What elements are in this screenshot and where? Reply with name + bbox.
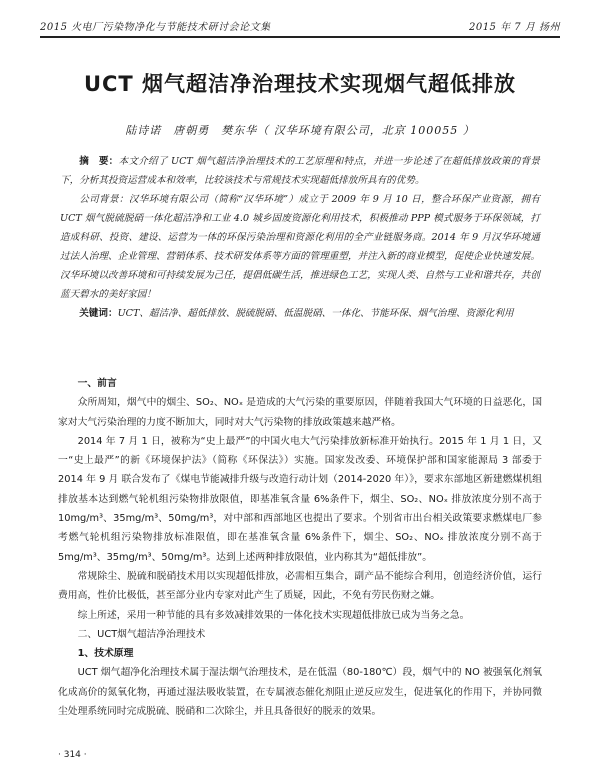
keywords-text: UCT、超洁净、超低排放、脱硫脱硝、低温脱硝、一体化、节能环保、烟气治理、资源化利用	[117, 308, 514, 319]
keywords-paragraph	[60, 304, 540, 323]
company-background: 公司背景：汉华环境有限公司（简称“汉华环境”）成立于 2009 年 9 月 10 日，整合环保产业资源，拥有 UCT 烟气脱硫脱硝一体化超洁净和工业 4.0 城乡固废资源化利用技术，积极推动 PPP 模式服务于环保领域，打造成科研、投资、建设、运营为一体的环保污染治理和资源化利用的全产业链服务商。2014 年 9 月汉华环境通过法人治理、企业管理、营销体系、技术研发体系等方面的管理重塑，并注入新的商业模型，促使企业快速发展。汉华环境以改善环境和可持续发展为己任，提倡低碳生活，推进绿色工艺，实现人类、自然与工业和谐共存，共创蓝天碧水的美好家园！	[60, 194, 540, 300]
page-number: · 314 ·	[58, 750, 87, 760]
abstract-text: 本文介绍了 UCT 烟气超洁净治理技术的工艺原理和特点，并进一步论述了在超低排放政策的背景下，分析其投资运营成本和效率，比较该技术与常规技术实现超低排放所具有的优势。	[60, 156, 540, 186]
paragraph-3: 常规除尘、脱硫和脱硝技术用以实现超低排放，必需相互集合，副产品不能综合利用，创造经济价值，运行费用高，性价比极低，甚至部分业内专家对此产生了质疑，因此，不免有劳民伤财之嫌。	[58, 570, 542, 602]
section-heading-intro: 一、前言	[77, 378, 117, 389]
subsection-heading-principle: 1、技术原理	[77, 648, 134, 660]
header-rule	[40, 37, 560, 38]
body-text	[58, 374, 542, 721]
paragraph-4: 综上所述，采用一种节能的具有多效减排效果的一体化技术实现超低排放已成为当务之急。	[77, 609, 470, 621]
abstract-block	[60, 152, 540, 323]
paper-title: UCT 烟气超洁净治理技术实现烟气超低排放	[83, 72, 517, 96]
paragraph-1: 众所周知，烟气中的烟尘、SO₂、NOₓ 是造成的大气污染的重要原因，伴随着我国大气环境的日益恶化，国家对大气污染治理的力度不断加大，同时对大气污染物的排放政策越来越严格。	[58, 397, 542, 428]
section-heading-uct: 二、UCT烟气超洁净治理技术	[77, 628, 206, 640]
abstract-paragraph	[60, 152, 540, 190]
paragraph-2: 2014 年 7 月 1 日，被称为“史上最严”的中国火电大气污染排放新标准开始执行。2015 年 1 月 1 日，又一“史上最严”的新《环境保护法》（简称《环保法》）实施。国家发改委、环境保护部和国家能源局 3 部委于 2014 年 9 月 联合发布了《煤电节能减排升级与改造行动计划（2014-2020 年）》，要求东部地区新建燃煤机组排放基本达到燃气轮机组污染物排放限值，即基准氧含量 6%条件下，烟尘、SO₂、NOₓ 排放浓度分别不高于 10mg/m³、35mg/m³、50mg/m³，对中部和西部地区也提出了要求。个别省市出台相关政策要求燃煤电厂参考燃气轮机组污染物排放标准限值，即在基准氧含量 6%条件下，烟尘、SO₂、NOₓ 排放浓度分别不高于 5mg/m³、35mg/m³、50mg/m³。达到上述两种排放限值，业内称其为“超低排放”。	[58, 435, 542, 563]
keywords-label: 关键词：	[79, 308, 118, 319]
header-proceedings-title: 2015 火电厂污染物净化与节能技术研讨会论文集	[40, 22, 271, 33]
running-header	[40, 18, 560, 37]
abstract-label: 摘 要：	[79, 156, 119, 167]
author-line: 陆诗诺 唐朝勇 樊东华（ 汉华环境有限公司，北京 100055 ）	[125, 124, 475, 137]
paragraph-5: UCT 烟气超净化治理技术属于湿法烟气治理技术，是在低温（80-180℃）段，烟气中的 NO 被强氧化剂氧化成高价的氮氧化物，再通过湿法吸收装置，在专属液态催化剂阻止逆反应发生，促进氧化的作用下，并协同微尘处理系统同时完成脱硫、脱硝和二次除尘，并且具备很好的脱汞的效果。	[58, 667, 542, 718]
header-date-location: 2015 年 7 月 扬州	[468, 22, 560, 33]
